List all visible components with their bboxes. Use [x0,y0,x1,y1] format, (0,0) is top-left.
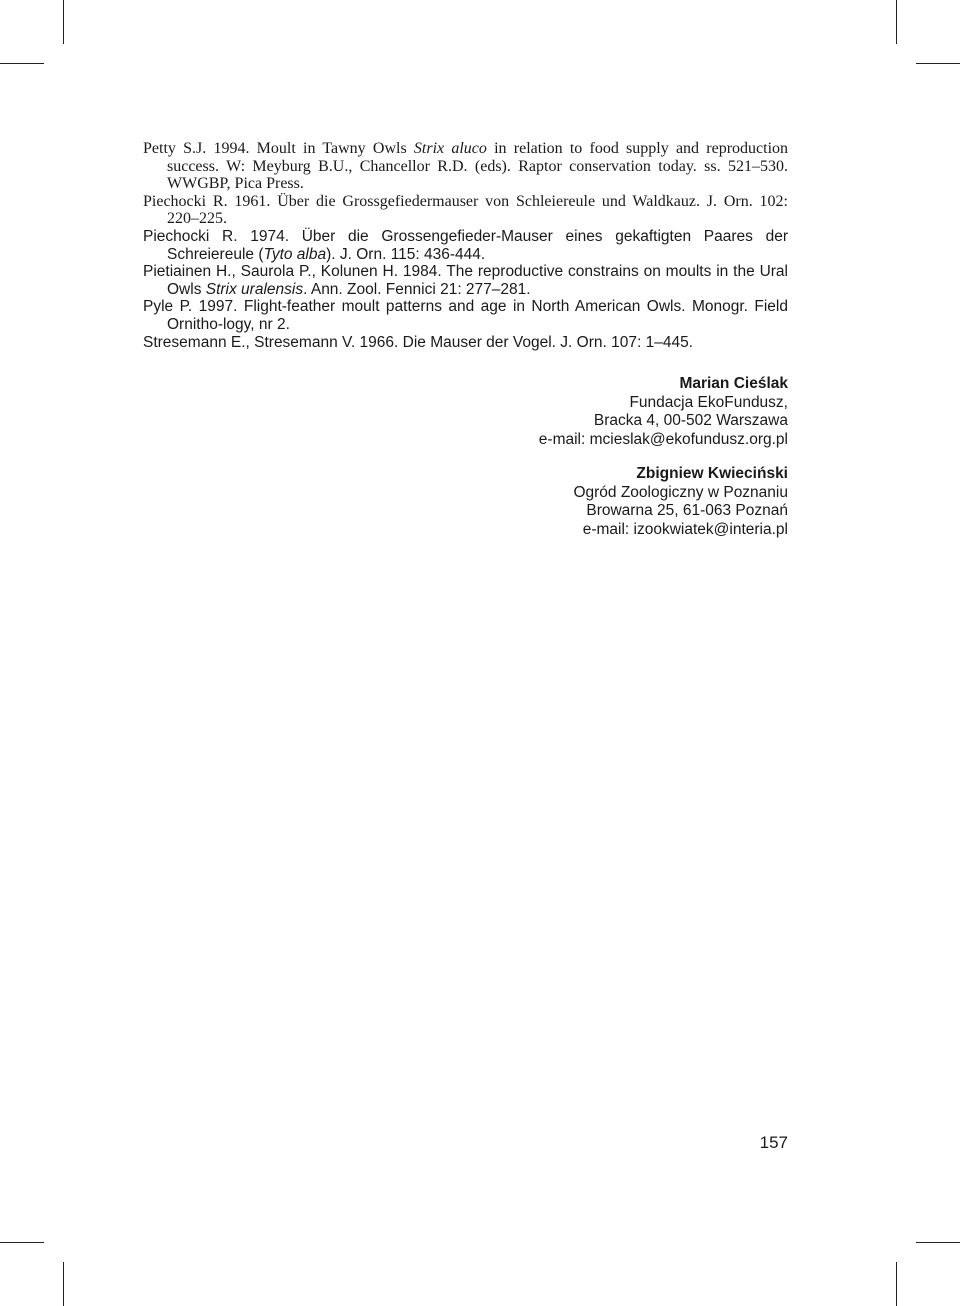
author-address-2 [573,465,788,539]
author-street: Bracka 4, 00-502 Warszawa [593,412,788,429]
reference-text: Petty S.J. 1994. Moult in Tawny Owls [143,140,414,157]
reference-list [143,140,788,351]
crop-mark-top-left-horizontal [0,63,44,64]
crop-mark-top-left-vertical [63,0,64,44]
reference-italic: Strix aluco [413,140,487,157]
reference-text: in relation to food supply and reproduction success. W: Meyburg B.U., Chancellor R.D. (eds). Raptor conservation today. ss. 521–530. WWGBP, Pica Press. [167,140,789,193]
crop-mark-bottom-right-horizontal [916,1242,960,1243]
reference-text: ). J. Orn. 115: 436-444. [326,245,486,263]
author-street: Browarna 25, 61-063 Poznań [586,502,788,519]
reference-italic: Strix uralensis [205,280,304,298]
author-name: Zbigniew Kwieciński [636,465,788,482]
author-affiliation: Fundacja EkoFundusz, [629,393,788,411]
author-email: e-mail: izookwiatek@interia.pl [582,520,788,538]
author-address-1 [539,375,788,449]
crop-mark-top-right-vertical [896,0,897,44]
reference-text: Pyle P. 1997. Flight-feather moult patterns and age in North American Owls. Monogr. Field Ornitho-logy, nr 2. [143,298,788,333]
author-affiliation: Ogród Zoologiczny w Poznaniu [573,483,788,501]
reference-text: Piechocki R. 1974. Über die Grossengefieder-Mauser eines gekaftigten Paares der Schreiereule ( [143,227,788,263]
reference-item [143,263,788,298]
reference-item [143,193,788,228]
reference-text: Piechocki R. 1961. Über die Grossgefiedermauser von Schleiereule und Waldkauz. J. Orn. 102: 220–225. [143,192,788,228]
reference-text: Stresemann E., Stresemann V. 1966. Die Mauser der Vogel. J. Orn. 107: 1–445. [143,333,693,351]
reference-item [143,298,788,333]
crop-mark-bottom-right-vertical [896,1262,897,1306]
reference-item [143,140,788,193]
reference-text: Pietiainen H., Saurola P., Kolunen H. 1984. The reproductive constrains on moults in the Ural Owls [143,263,788,298]
reference-item [143,334,788,352]
author-email: e-mail: mcieslak@ekofundusz.org.pl [538,430,788,448]
author-name: Marian Cieślak [679,375,788,392]
crop-mark-bottom-left-vertical [63,1262,64,1306]
reference-italic: Tyto alba [263,245,327,263]
reference-text: . Ann. Zool. Fennici 21: 277–281. [303,280,531,298]
crop-mark-bottom-left-horizontal [0,1242,44,1243]
reference-item [143,228,788,263]
page-number: 157 [759,1133,788,1152]
crop-mark-top-right-horizontal [916,63,960,64]
